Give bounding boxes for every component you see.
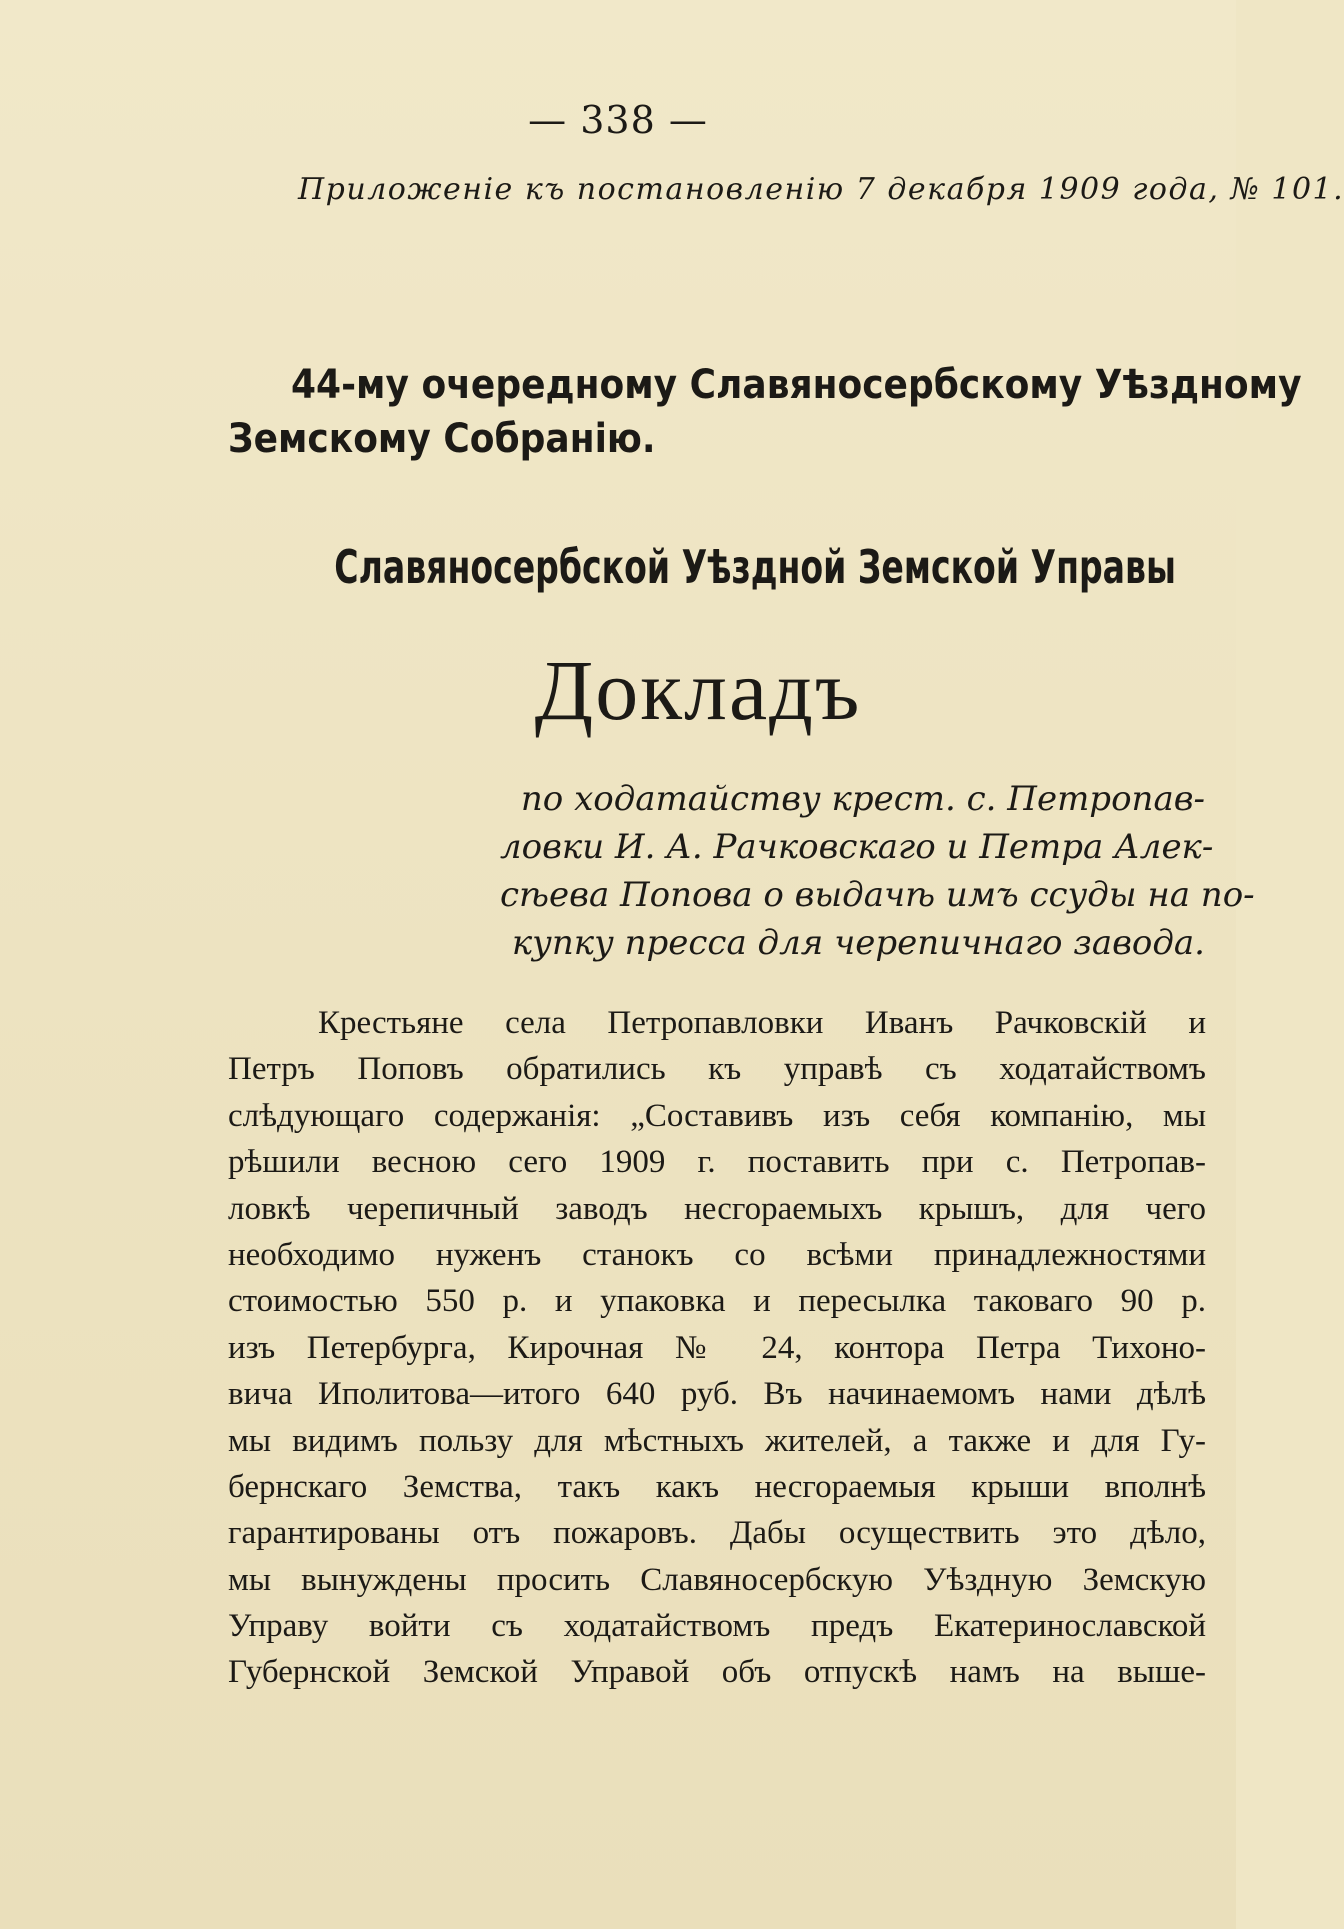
- body-line: Губернской Земской Управой объ отпускѣ намъ на выше-: [228, 1654, 1206, 1691]
- body-paragraph: [228, 1000, 1206, 1696]
- body-line: рѣшили весною сего 1909 г. поставить при с. Петропав-: [228, 1144, 1206, 1181]
- subject-line: сѣева Попова о выдачѣ имъ ссуды на по-: [500, 875, 1255, 915]
- appendix-note: Приложеніе къ постановленію 7 декабря 1909 года, № 101.: [298, 172, 1344, 207]
- report-subject: [500, 775, 1255, 967]
- address-line-1: 44-му очередному Славяносербскому Уѣздному: [291, 362, 1302, 408]
- body-line: изъ Петербурга, Кирочная № 24, контора Петра Тихоно-: [228, 1329, 1206, 1366]
- uprava-heading: Славяносербской Уѣздной Земской Управы: [334, 540, 1176, 594]
- body-line: Крестьяне села Петропавловки Иванъ Рачковскій и: [318, 1005, 1206, 1041]
- subject-line: ловки И. А. Рачковскаго и Петра Алек-: [500, 827, 1214, 867]
- body-line: необходимо нуженъ станокъ со всѣми принадлежностями: [228, 1236, 1206, 1273]
- subject-line: купку пресса для черепичнаго завода.: [511, 923, 1205, 963]
- body-line: стоимостью 550 р. и упаковка и пересылка таковаго 90 р.: [228, 1283, 1206, 1320]
- page-number: — 338 —: [528, 98, 708, 142]
- body-line: гарантированы отъ пожаровъ. Дабы осуществить это дѣло,: [228, 1515, 1206, 1552]
- subject-line: по ходатайству крест. с. Петропав-: [520, 779, 1205, 819]
- address-heading: [228, 358, 1302, 466]
- body-line: мы вынуждены просить Славяносербскую Уѣздную Земскую: [228, 1561, 1206, 1598]
- address-line-2: Земскому Собранію.: [228, 416, 656, 462]
- body-line: вича Иполитова—итого 640 руб. Въ начинаемомъ нами дѣлѣ: [228, 1376, 1206, 1413]
- body-line: Управу войти съ ходатайствомъ предъ Екатеринославской: [228, 1608, 1206, 1645]
- body-line: ловкѣ черепичный заводъ несгораемыхъ крышъ, для чего: [228, 1190, 1206, 1227]
- body-line: бернскаго Земства, такъ какъ несгораемыя крыши вполнѣ: [228, 1468, 1206, 1505]
- body-line: слѣдующаго содержанія: „Составивъ изъ себя компанію, мы: [228, 1097, 1206, 1134]
- report-title: Докладъ: [534, 642, 862, 738]
- body-line: Петръ Поповъ обратились къ управѣ съ ходатайствомъ: [228, 1051, 1206, 1088]
- body-line: мы видимъ пользу для мѣстныхъ жителей, а также и для Гу-: [228, 1422, 1206, 1459]
